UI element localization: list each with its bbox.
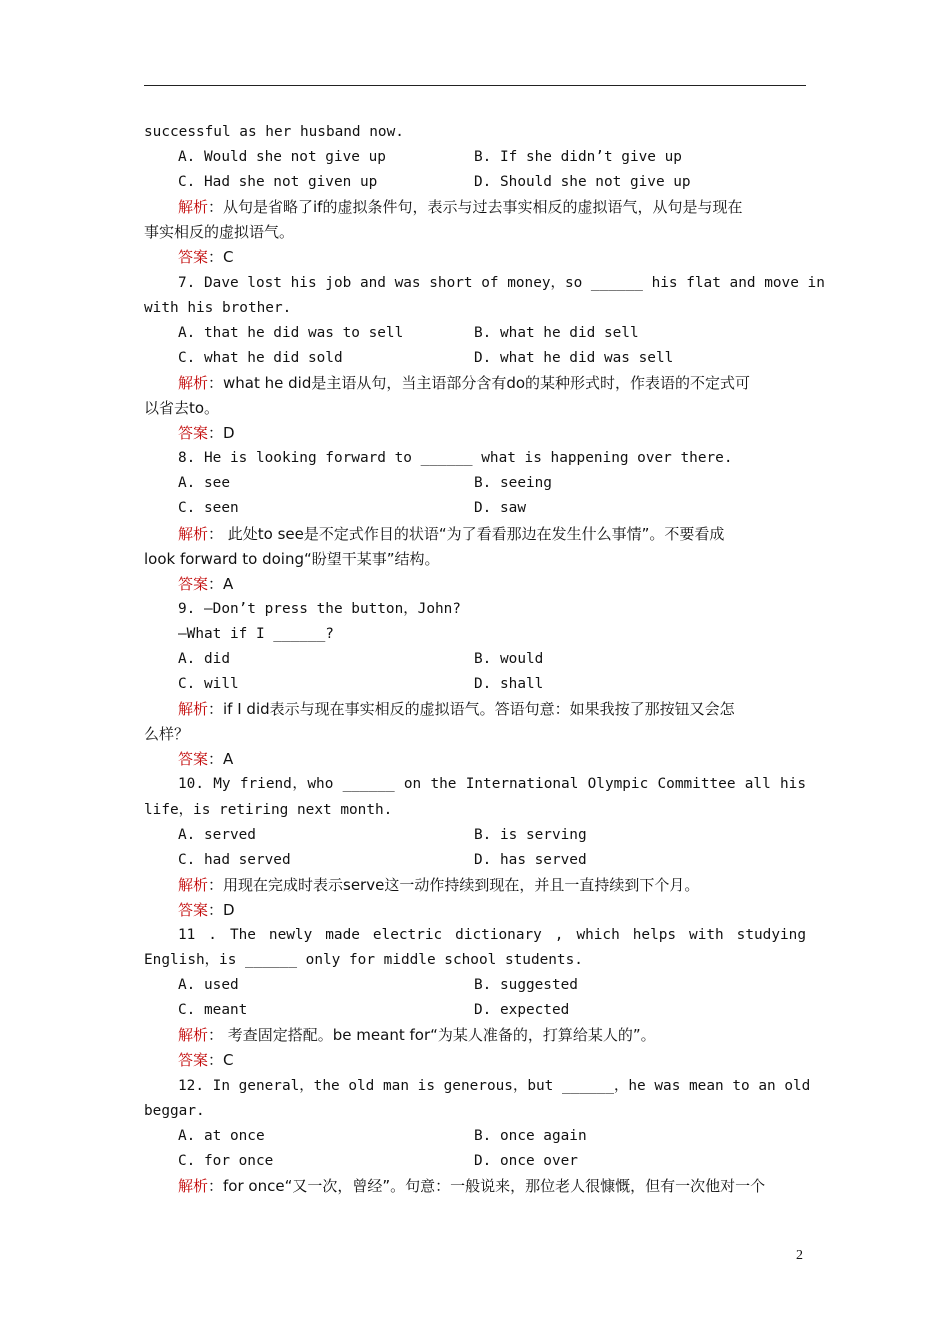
q9-explanation-line2: 么样？ [144,725,190,744]
q9-options-row2 [144,672,806,697]
q6-options-row2 [144,170,806,195]
q6-option-a: A. Would she not give up [178,149,386,166]
q7-explanation-line1 [144,371,806,396]
q8-option-a: A. see [178,475,230,492]
q10-explanation-line1 [144,873,806,898]
answer-label: 答案 [178,750,209,769]
q7-option-c: C. what he did sold [178,349,343,366]
q9-option-c: C. will [178,676,239,693]
header-rule [144,85,806,86]
q12-options-row1 [144,1124,806,1149]
q7-answer [144,421,806,446]
explanation-label: 解析 [178,1026,209,1045]
q8-option-b: B. seeing [474,475,552,492]
q11-stem-line1: 11 . The newly made electric dictionary , which helps with studying [178,927,806,943]
q9-explanation-text1: ：if I did表示与现在事实相反的虚拟语气。答语句意：如果我按了那按钮又会怎 [208,700,735,719]
q10-answer-value: ：D [208,900,235,919]
q9-stem-line1: 9. —Don’t press the button，John? [178,600,461,617]
q12-option-a: A. at once [178,1127,265,1144]
answer-label: 答案 [178,900,209,919]
q10-option-c: C. had served [178,851,291,868]
q11-answer-value: ：C [208,1051,234,1070]
q10-stem-line1: 10. My friend，who ______ on the International Olympic Committee all his [178,776,806,793]
document-body [144,120,825,1199]
answer-label: 答案 [178,424,209,443]
q11-option-b: B. suggested [474,977,578,994]
q10-explanation-text1: ：用现在完成时表示serve这一动作持续到现在，并且一直持续到下个月。 [208,875,700,894]
q6-answer-value: ：C [208,248,234,267]
q9-stem-line2: —What if I ______? [178,625,334,642]
q8-options-row2 [144,496,806,521]
explanation-label: 解析 [178,198,209,217]
q12-explanation-line1 [144,1174,806,1199]
q7-explanation-text1: ：what he did是主语从句，当主语部分含有do的某种形式时，作表语的不定式可 [208,373,751,392]
q11-option-d: D. expected [474,1002,570,1019]
explanation-label: 解析 [178,875,209,894]
q11-option-c: C. meant [178,1002,248,1019]
q12-option-c: C. for once [178,1152,274,1169]
explanation-label: 解析 [178,1176,209,1195]
q7-options-row1 [144,321,806,346]
q8-explanation-line1 [144,522,806,547]
q8-options-row1 [144,471,806,496]
q6-explanation-line2: 事实相反的虚拟语气。 [144,223,295,242]
q11-option-a: A. used [178,977,239,994]
q10-option-a: A. served [178,826,256,843]
q7-stem-line2: with his brother. [144,299,292,316]
q9-answer [144,747,806,772]
q8-answer-value: ：A [208,574,234,593]
q9-option-b: B. would [474,650,544,667]
q6-explanation-text1: ：从句是省略了if的虚拟条件句，表示与过去事实相反的虚拟语气，从句是与现在 [208,198,743,217]
q8-answer [144,572,806,597]
q11-answer [144,1048,806,1073]
q9-options-row1 [144,647,806,672]
q9-explanation-line1 [144,697,806,722]
q8-option-c: C. seen [178,500,239,517]
q6-answer [144,245,806,270]
q8-explanation-line2: look forward to doing“盼望干某事”结构。 [144,549,440,568]
page-number: 2 [796,1248,803,1263]
answer-label: 答案 [178,574,209,593]
q10-option-b: B. is serving [474,826,587,843]
q9-option-a: A. did [178,650,230,667]
q12-stem-line1: 12. In general，the old man is generous，but ______，he was mean to an old [178,1077,811,1094]
q7-option-a: A. that he did was to sell [178,324,404,341]
q6-stem-tail: successful as her husband now. [144,124,404,140]
q7-option-b: B. what he did sell [474,324,639,341]
q11-options-row2 [144,998,806,1023]
q11-explanation-text1: ： 考查固定搭配。be meant for“为某人准备的，打算给某人的”。 [208,1026,656,1045]
q11-options-row1 [144,973,806,998]
answer-label: 答案 [178,1051,209,1070]
answer-label: 答案 [178,248,209,267]
q10-option-d: D. has served [474,851,587,868]
q8-explanation-text1: ： 此处to see是不定式作目的状语“为了看看那边在发生什么事情”。不要看成 [208,524,725,543]
q10-options-row2 [144,848,806,873]
q12-option-d: D. once over [474,1152,578,1169]
q7-answer-value: ：D [208,424,235,443]
q7-stem-line1: 7. Dave lost his job and was short of money，so ______ his flat and move in [178,274,825,291]
q9-option-d: D. shall [474,676,544,693]
q6-options-row1 [144,145,806,170]
q11-explanation-line1 [144,1023,806,1048]
q11-stem-line2: English，is ______ only for middle school students. [144,952,583,969]
q12-explanation-text1: ：for once“又一次，曾经”。句意：一般说来，那位老人很慷慨，但有一次他对一个 [208,1176,766,1195]
explanation-label: 解析 [178,700,209,719]
q7-explanation-line2: 以省去to。 [144,399,220,418]
q6-option-c: C. Had she not given up [178,174,378,191]
explanation-label: 解析 [178,524,209,543]
q12-options-row2 [144,1149,806,1174]
q6-explanation-line1 [144,195,806,220]
q10-stem-line2: life，is retiring next month. [144,801,393,818]
q9-answer-value: ：A [208,750,234,769]
q10-answer [144,898,806,923]
q7-option-d: D. what he did was sell [474,349,674,366]
q8-option-d: D. saw [474,500,526,517]
q10-options-row1 [144,823,806,848]
explanation-label: 解析 [178,373,209,392]
q6-option-b: B. If she didn’t give up [474,149,682,166]
q12-stem-line2: beggar. [144,1102,205,1119]
q12-option-b: B. once again [474,1127,587,1144]
q8-stem-line1: 8. He is looking forward to ______ what is happening over there. [178,450,733,467]
q7-options-row2 [144,346,806,371]
q6-option-d: D. Should she not give up [474,174,691,191]
